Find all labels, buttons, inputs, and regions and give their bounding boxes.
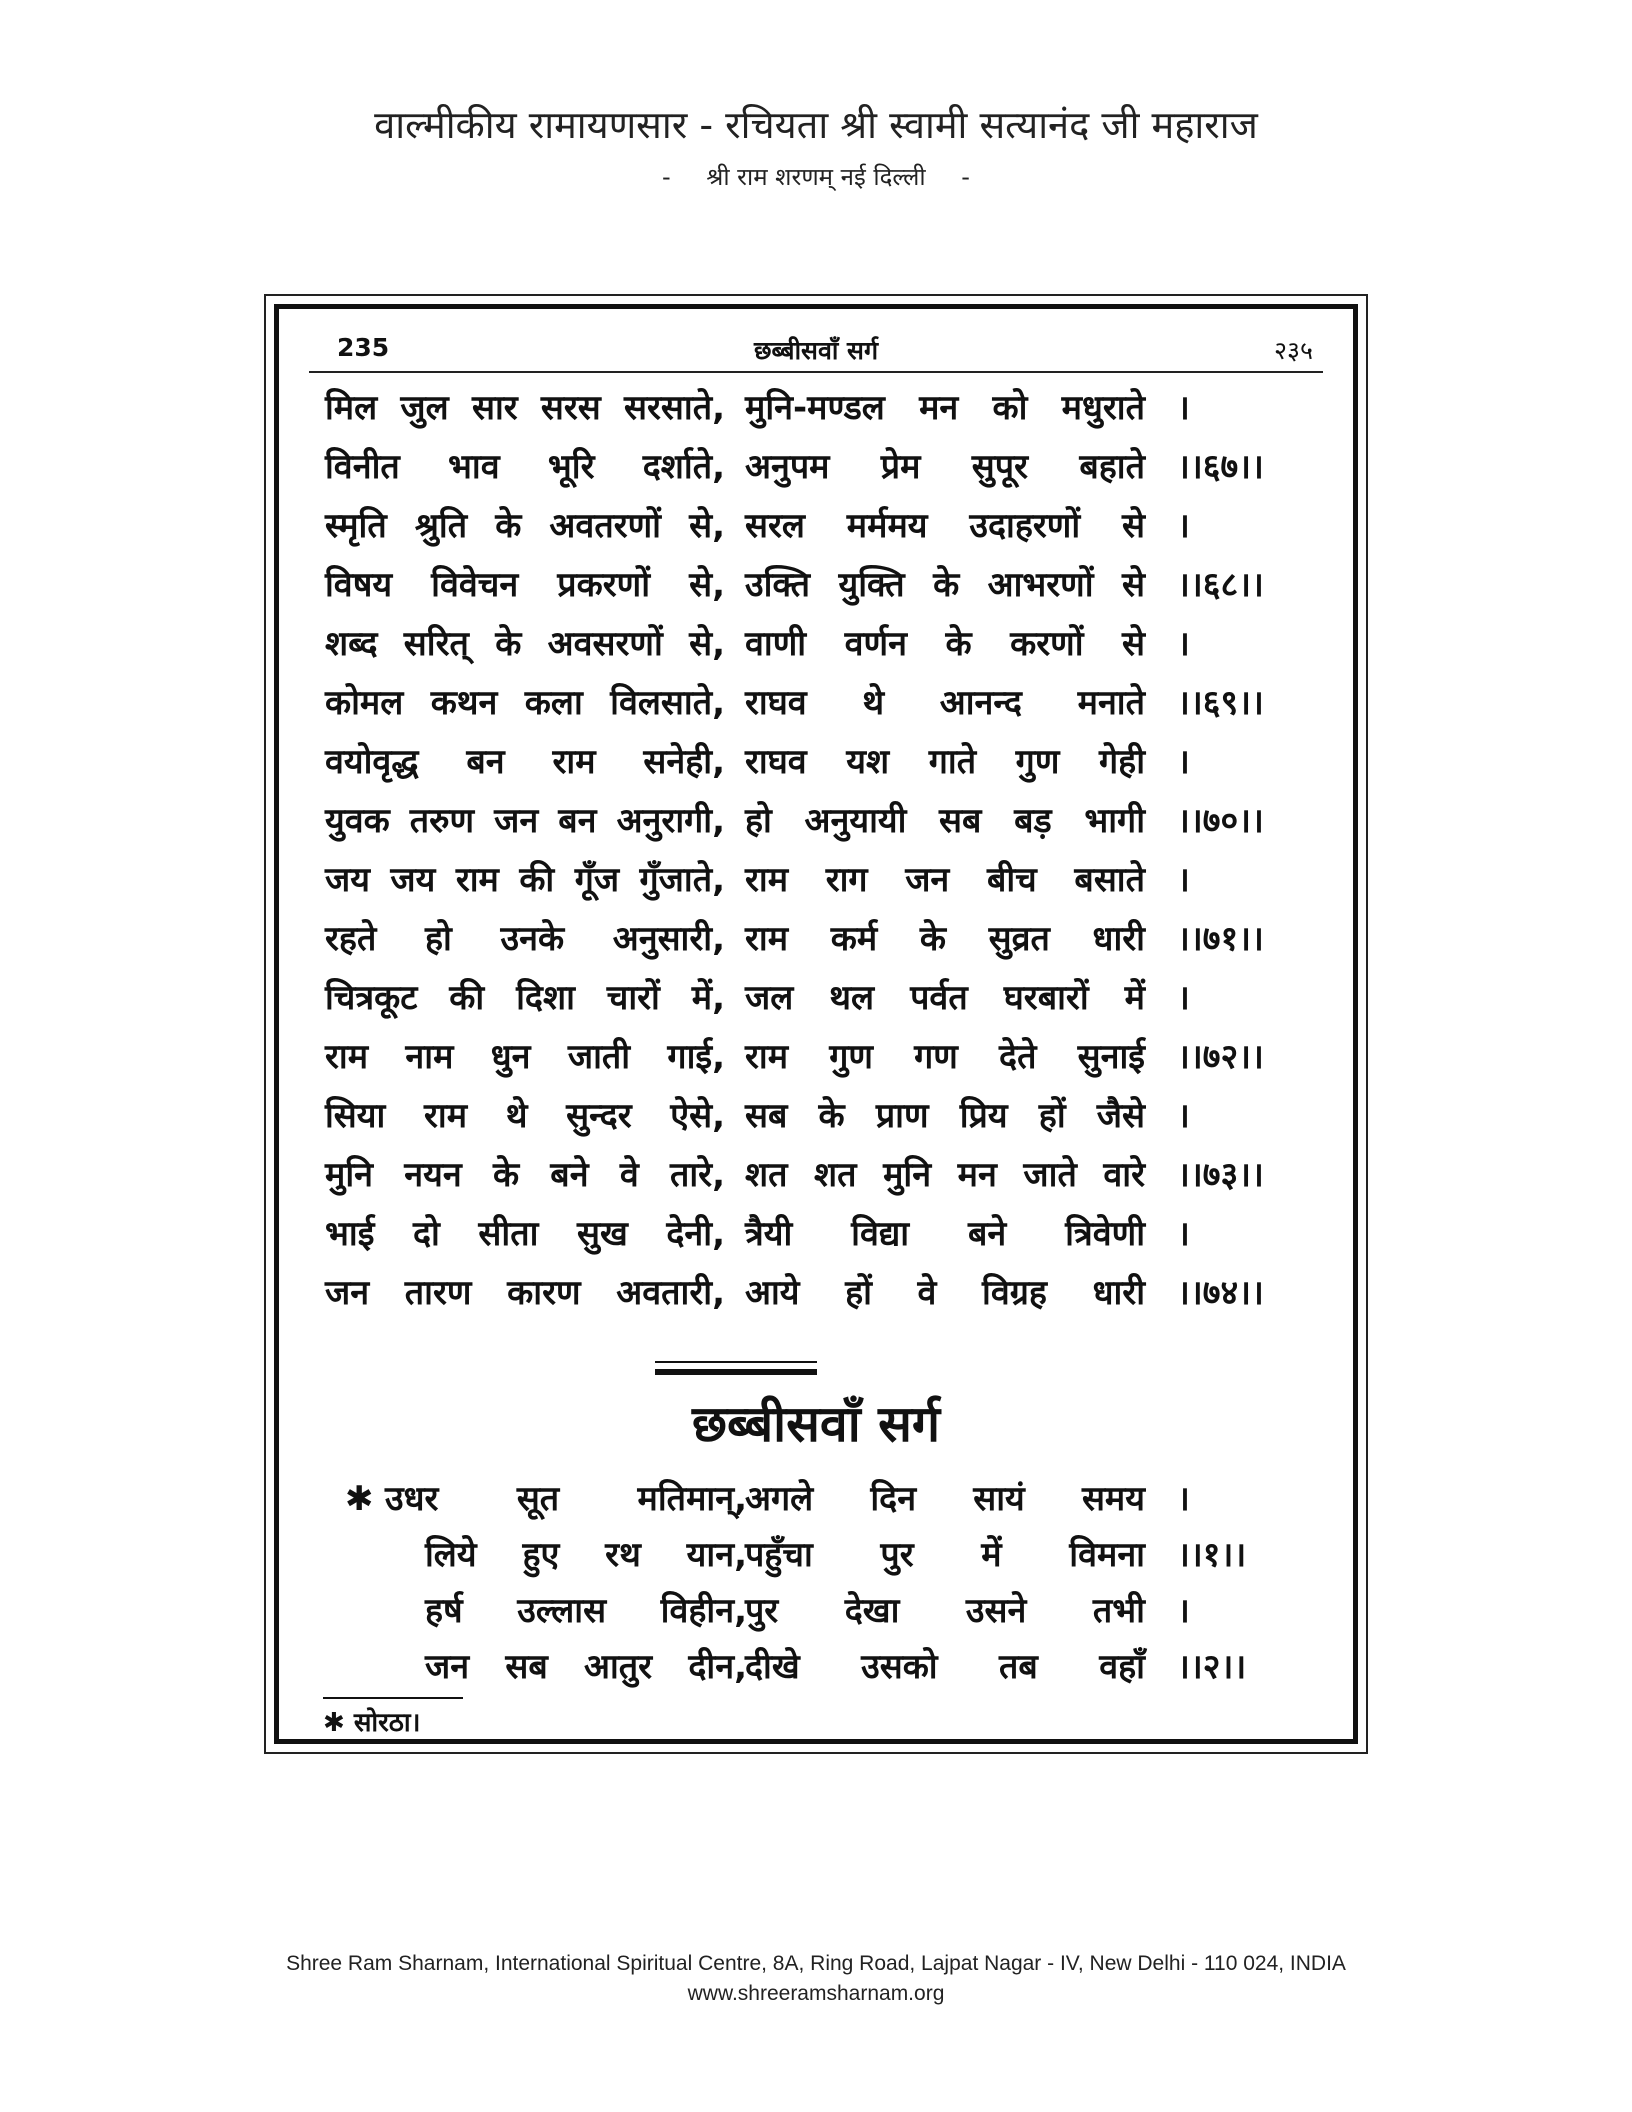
asterisk-icon: ✱ — [323, 1708, 345, 1738]
soratha-half-b: पहुँचा पुर में विमना — [745, 1535, 1145, 1575]
soratha-half-a: जन सब आतुर दीन, — [425, 1647, 747, 1687]
soratha-line — [345, 1471, 1305, 1527]
soratha-mark: ।।१।। — [1177, 1535, 1247, 1575]
verse-half-a: युवक तरुण जन बन अनुरागी, — [325, 801, 725, 841]
verse-mark: । — [1177, 1096, 1190, 1136]
verse-mark: । — [1177, 860, 1190, 900]
soratha-mark: । — [1177, 1591, 1190, 1631]
verse-line — [325, 619, 1345, 669]
verse-half-b: सब के प्राण प्रिय हों जैसे — [745, 1096, 1145, 1136]
page-frame — [264, 294, 1368, 1754]
verse-line — [325, 973, 1345, 1023]
verse-half-a: स्मृति श्रुति के अवतरणों से, — [325, 506, 725, 546]
footer-website[interactable]: www.shreeramsharnam.org — [687, 1982, 945, 2005]
verse-half-a: मुनि नयन के बने वे तारे, — [325, 1155, 725, 1195]
chapter-title: छब्बीसवाँ सर्ग — [691, 1395, 941, 1453]
verse-half-a: रहते हो उनके अनुसारी, — [325, 919, 725, 959]
verse-line — [325, 796, 1345, 846]
soratha-half-a: उधर सूत मतिमान्, — [385, 1479, 747, 1519]
verse-half-b: राम गुण गण देते सुनाई — [745, 1037, 1145, 1077]
verse-half-b: राघव यश गाते गुण गेही — [745, 742, 1145, 782]
verse-half-a: वयोवृद्ध बन राम सनेही, — [325, 742, 725, 782]
verse-half-b: आये हों वे विग्रह धारी — [745, 1273, 1145, 1313]
verse-mark: ।।७२।। — [1177, 1037, 1264, 1077]
page-number-latin: 235 — [337, 333, 390, 362]
footer-address: Shree Ram Sharnam, International Spiritual Centre, 8A, Ring Road, Lajpat Nagar - IV, New Delhi - 110 024, INDIA — [286, 1952, 1346, 1975]
verse-half-b: राम कर्म के सुव्रत धारी — [745, 919, 1145, 959]
soratha-half-a: लिये हुए रथ यान, — [425, 1535, 747, 1575]
verse-line — [325, 442, 1345, 492]
verse-mark: । — [1177, 506, 1190, 546]
verse-half-a: चित्रकूट की दिशा चारों में, — [325, 978, 725, 1018]
verse-half-b: अनुपम प्रेम सुपूर बहाते — [745, 447, 1145, 487]
verse-line — [325, 737, 1345, 787]
verse-mark: । — [1177, 978, 1190, 1018]
footnote — [323, 1705, 421, 1741]
header-divider — [309, 371, 1323, 373]
verse-mark: । — [1177, 1214, 1190, 1254]
soratha-mark: ।।२।। — [1177, 1647, 1247, 1687]
footnote-divider — [323, 1697, 463, 1699]
subtitle-dash-left: - — [662, 163, 671, 191]
verse-mark: ।।७०।। — [1177, 801, 1264, 841]
verse-half-b: हो अनुयायी सब बड़ भागी — [745, 801, 1145, 841]
verse-half-a: राम नाम धुन जाती गाई, — [325, 1037, 725, 1077]
document-title: वाल्मीकीय रामायणसार - रचियता श्री स्वामी सत्यानंद जी महाराज — [374, 103, 1258, 147]
soratha-mark: । — [1177, 1479, 1190, 1519]
section-divider-thick — [655, 1369, 817, 1375]
verse-line — [325, 1268, 1345, 1318]
verse-half-a: जय जय राम की गूँज गुँजाते, — [325, 860, 725, 900]
verse-half-a: भाई दो सीता सुख देनी, — [325, 1214, 725, 1254]
verse-line — [325, 1209, 1345, 1259]
verse-half-a: शब्द सरित् के अवसरणों से, — [325, 624, 725, 664]
verse-mark: ।।६७।। — [1177, 447, 1264, 487]
verse-mark: । — [1177, 624, 1190, 664]
soratha-line — [345, 1583, 1305, 1639]
verse-mark: ।।७१।। — [1177, 919, 1264, 959]
running-title: छब्बीसवाँ सर्ग — [753, 336, 879, 365]
verse-mark: । — [1177, 388, 1190, 428]
soratha-half-b: दीखे उसको तब वहाँ — [745, 1647, 1145, 1687]
subtitle-text: श्री राम शरणम् नई दिल्ली — [706, 163, 926, 191]
verse-line — [325, 678, 1345, 728]
verse-line — [325, 383, 1345, 433]
verse-half-b: राम राग जन बीच बसाते — [745, 860, 1145, 900]
verse-line — [325, 1032, 1345, 1082]
document-subtitle — [0, 160, 1632, 194]
verse-half-a: जन तारण कारण अवतारी, — [325, 1273, 725, 1313]
verse-half-b: सरल मर्ममय उदाहरणों से — [745, 506, 1145, 546]
verse-half-b: उक्ति युक्ति के आभरणों से — [745, 565, 1145, 605]
verse-half-b: वाणी वर्णन के करणों से — [745, 624, 1145, 664]
verse-mark: ।।७४।। — [1177, 1273, 1264, 1313]
section-divider-thin — [655, 1361, 817, 1363]
verse-half-a: कोमल कथन कला विलसाते, — [325, 683, 725, 723]
soratha-line — [345, 1639, 1305, 1695]
verse-line — [325, 560, 1345, 610]
verse-half-b: जल थल पर्वत घरबारों में — [745, 978, 1145, 1018]
verse-half-a: मिल जुल सार सरस सरसाते, — [325, 388, 725, 428]
page-frame-inner — [274, 304, 1358, 1744]
verse-mark: ।।६८।। — [1177, 565, 1264, 605]
soratha-line — [345, 1527, 1305, 1583]
asterisk-icon: ✱ — [345, 1479, 374, 1519]
verse-line — [325, 1091, 1345, 1141]
verse-half-a: सिया राम थे सुन्दर ऐसे, — [325, 1096, 725, 1136]
running-header — [319, 333, 1313, 373]
verse-mark: । — [1177, 742, 1190, 782]
verse-line — [325, 855, 1345, 905]
verse-half-b: त्रैयी विद्या बने त्रिवेणी — [745, 1214, 1145, 1254]
verse-line — [325, 1150, 1345, 1200]
verse-half-b: राघव थे आनन्द मनाते — [745, 683, 1145, 723]
footnote-text: सोरठा। — [353, 1708, 421, 1738]
soratha-half-b: पुर देखा उसने तभी — [745, 1591, 1145, 1631]
subtitle-dash-right: - — [961, 163, 970, 191]
verse-half-b: शत शत मुनि मन जाते वारे — [745, 1155, 1145, 1195]
verse-line — [325, 914, 1345, 964]
verse-line — [325, 501, 1345, 551]
verse-half-a: विषय विवेचन प्रकरणों से, — [325, 565, 725, 605]
verse-half-b: मुनि-मण्डल मन को मधुराते — [745, 388, 1145, 428]
page-number-devanagari: २३५ — [1273, 336, 1313, 365]
soratha-half-a: हर्ष उल्लास विहीन, — [425, 1591, 747, 1631]
soratha-half-b: अगले दिन सायं समय — [745, 1479, 1145, 1519]
verse-mark: ।।६९।। — [1177, 683, 1264, 723]
verse-half-a: विनीत भाव भूरि दर्शाते, — [325, 447, 725, 487]
verse-mark: ।।७३।। — [1177, 1155, 1264, 1195]
